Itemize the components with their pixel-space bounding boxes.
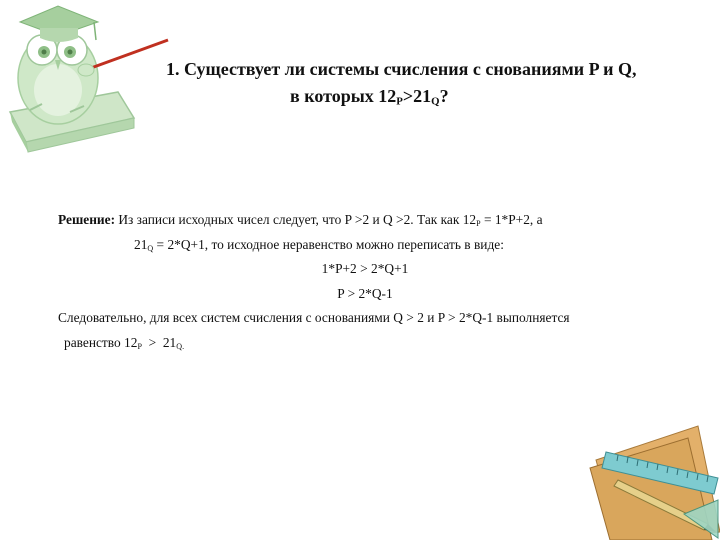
solution-text: Из записи исходных чисел следует, что P >2 и Q >2. Так как 12 xyxy=(115,212,477,227)
subscript-p: P xyxy=(396,95,403,108)
problem-title xyxy=(140,56,720,110)
subscript-q: Q. xyxy=(176,341,185,351)
title-text: в которых 12 xyxy=(290,86,397,106)
subscript-p: P xyxy=(476,219,481,228)
owl xyxy=(18,32,98,124)
solution-text: равенство 12 xyxy=(64,334,138,350)
solution-block xyxy=(58,208,708,356)
solution-text: = 2*Q+1, то исходное неравенство можно переписать в виде: xyxy=(153,236,504,252)
solution-line-3: 1*P+2 > 2*Q+1 xyxy=(321,261,409,277)
solution-line-2 xyxy=(58,233,708,258)
subscript-p: P xyxy=(137,341,142,351)
solution-text: 21 xyxy=(134,236,148,252)
title-line-2 xyxy=(140,83,720,110)
solution-line-5: Следовательно, для всех систем счисления с основаниями Q > 2 и P > 2*Q-1 выполняется xyxy=(58,310,570,326)
solution-label: Решение: xyxy=(58,212,116,227)
subscript-q: Q xyxy=(431,95,440,108)
solution-line-4: P > 2*Q-1 xyxy=(337,285,393,301)
ruler-and-paper-illustration xyxy=(588,420,720,540)
solution-line-1 xyxy=(58,208,708,233)
solution-text: = 1*P+2, а xyxy=(480,212,543,227)
solution-line-6 xyxy=(58,331,708,356)
graduation-cap xyxy=(20,6,98,42)
solution-text: > 21 xyxy=(141,334,177,350)
title-text: ? xyxy=(439,86,449,106)
title-text: >21 xyxy=(402,86,432,106)
subscript-q: Q xyxy=(147,243,154,253)
title-line-1: 1. Существует ли системы счисления с снованиями P и Q, xyxy=(166,59,637,79)
